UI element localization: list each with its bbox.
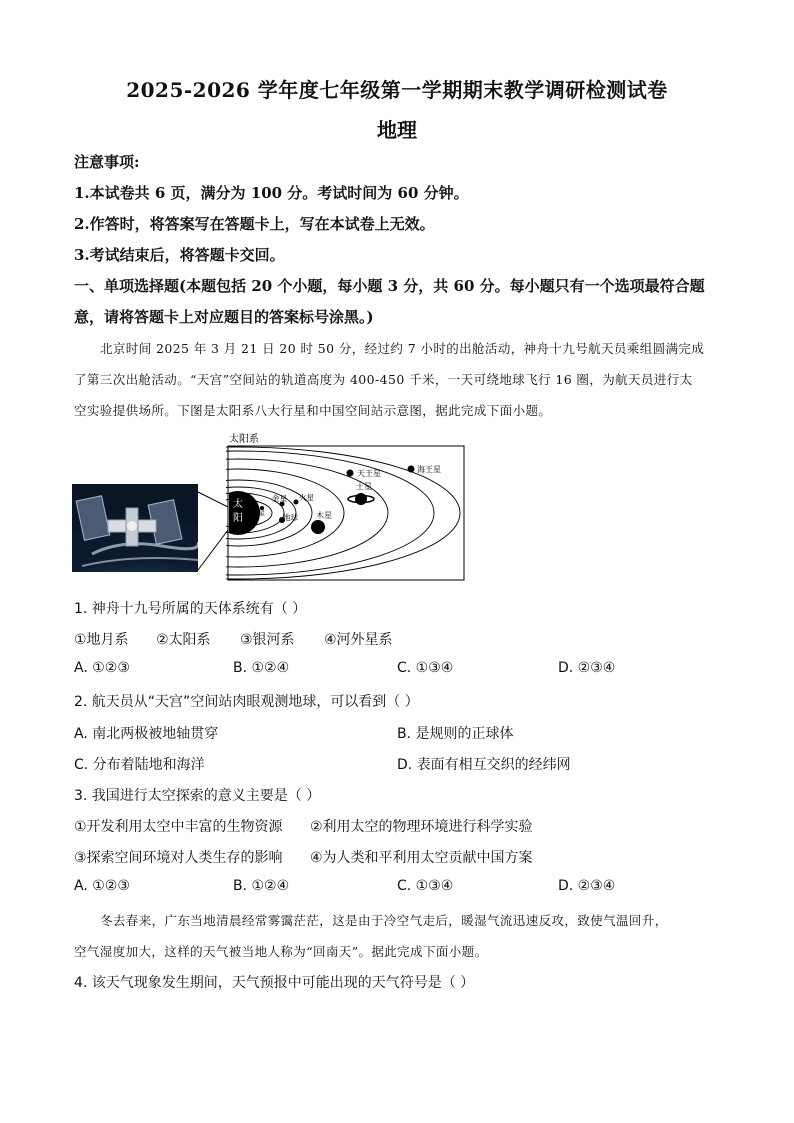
sun-label: 阳 — [233, 513, 243, 524]
section-heading-line2: 意，请将答题卡上对应题目的答案标号涂黑。) — [74, 308, 374, 326]
answer-option-b: B. ①②④ — [233, 660, 290, 676]
sun-label: 太 — [233, 499, 243, 510]
answer-option-c: C. 分布着陆地和海洋 — [74, 757, 205, 773]
passage-line: 冬去春来，广东当地清晨经常雾霭茫茫，这是由于冷空气走后，暖湿气流迅速反攻，致使气温回升， — [100, 913, 668, 928]
statement-item: ④河外星系 — [324, 632, 393, 648]
label-venus: 金星 — [272, 494, 287, 503]
exam-title: 2025-2026 学年度七年级第一学期期末教学调研检测试卷 — [126, 78, 668, 102]
solar-system-diagram — [226, 430, 466, 582]
statement-item: ①开发利用太空中丰富的生物资源 — [74, 819, 283, 835]
statement-item: ④为人类和平利用太空贡献中国方案 — [310, 850, 533, 866]
diagram-title: 太阳系 — [229, 434, 259, 445]
label-mars: 火星 — [299, 493, 314, 502]
question-stem: 1. 神舟十九号所属的天体系统有（ ） — [74, 601, 307, 617]
answer-option-c: C. ①③④ — [397, 878, 454, 894]
statement-item: ②利用太空的物理环境进行科学实验 — [310, 819, 533, 835]
subject-title: 地理 — [377, 118, 417, 142]
label-saturn: 土星 — [356, 482, 372, 491]
answer-option-a: A. 南北两极被地轴贯穿 — [74, 726, 219, 742]
passage-line: 北京时间 2025 年 3 月 21 日 20 时 50 分，经过约 7 小时的出舱活动，神舟十九号航天员乘组圆满完成 — [100, 341, 705, 356]
space-station-illustration — [72, 484, 198, 572]
note-item: 1.本试卷共 6 页，满分为 100 分。考试时间为 60 分钟。 — [74, 184, 469, 202]
passage-line: 了第三次出舱活动。“天宫”空间站的轨道高度为 400-450 千米，一天可绕地球飞行 16 圈，为航天员进行太 — [74, 372, 693, 387]
label-mercury: 水星 — [251, 509, 265, 517]
label-jupiter: 木星 — [316, 511, 332, 520]
label-uranus: 天王星 — [357, 469, 381, 478]
note-item: 3.考试结束后，将答题卡交回。 — [74, 246, 285, 264]
passage-line: 空实验提供场所。下图是太阳系八大行星和中国空间站示意图，据此完成下面小题。 — [74, 403, 552, 418]
planet-mars — [294, 500, 299, 505]
label-earth: 地球 — [283, 513, 298, 522]
answer-option-d: D. ②③④ — [558, 878, 616, 894]
question-stem: 4. 该天气现象发生期间，天气预报中可能出现的天气符号是（ ） — [74, 975, 475, 991]
section-heading-line1: 一、单项选择题(本题包括 20 个小题，每小题 3 分，共 60 分。每小题只有一个选项最符合题 — [74, 277, 705, 295]
planet-jupiter — [311, 520, 325, 534]
planet-uranus — [347, 470, 354, 477]
question-stem: 3. 我国进行太空探索的意义主要是（ ） — [74, 788, 321, 804]
passage-line: 空气湿度加大，这样的天气被当地人称为“回南天”。据此完成下面小题。 — [74, 944, 488, 959]
answer-option-a: A. ①②③ — [74, 660, 130, 676]
answer-option-d: D. ②③④ — [558, 660, 616, 676]
statement-item: ①地月系 — [74, 632, 129, 648]
space-station-photo — [72, 484, 198, 572]
planet-neptune — [408, 466, 415, 473]
answer-option-c: C. ①③④ — [397, 660, 454, 676]
note-item: 2.作答时，将答案写在答题卡上，写在本试卷上无效。 — [74, 215, 435, 233]
question-stem: 2. 航天员从“天宫”空间站肉眼观测地球，可以看到（ ） — [74, 694, 419, 710]
notes-heading: 注意事项: — [74, 153, 140, 171]
answer-option-b: B. ①②④ — [233, 878, 290, 894]
statement-item: ③探索空间环境对人类生存的影响 — [74, 850, 283, 866]
statement-item: ②太阳系 — [156, 632, 211, 648]
answer-option-d: D. 表面有相互交织的经纬网 — [397, 757, 571, 773]
answer-option-b: B. 是规则的正球体 — [397, 726, 514, 742]
label-neptune: 海王星 — [417, 465, 441, 474]
statement-item: ③银河系 — [240, 632, 295, 648]
answer-option-a: A. ①②③ — [74, 878, 130, 894]
